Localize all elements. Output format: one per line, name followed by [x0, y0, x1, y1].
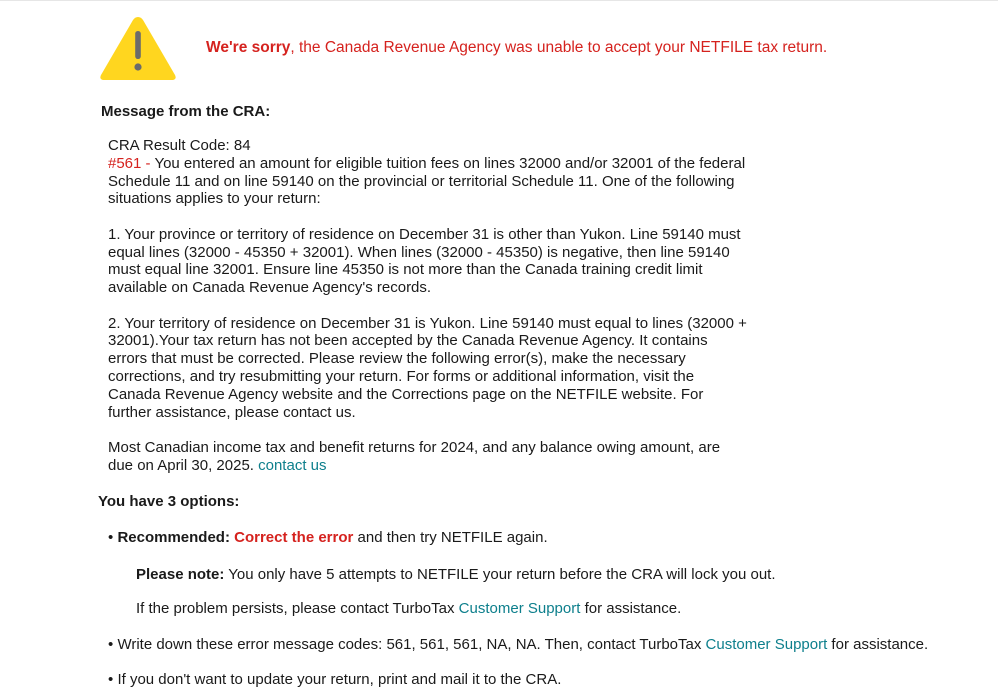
cra-message	[108, 137, 748, 475]
option-mail	[108, 671, 561, 688]
correct-error-link[interactable]: Correct the error	[234, 529, 354, 546]
note-label: Please note:	[136, 566, 225, 583]
result-code: CRA Result Code: 84	[108, 137, 251, 154]
recommended-label: Recommended:	[117, 529, 230, 546]
situation-2: 2. Your territory of residence on December 31 is Yukon. Line 59140 must equal to lines (32000 + 32001).Your tax return has not been accepted by the Canada Revenue Agency. It contains errors that must be corrected. Please review the following error(s), make the necessary corrections, and try resubmitting your return. For forms or additional information, visit the Canada Revenue Agency website and the Corrections page on the NETFILE website. For further assistance, please contact us.	[108, 314, 747, 421]
error-description	[108, 155, 748, 208]
bullet: •	[108, 671, 114, 688]
error-code: #561 -	[108, 154, 151, 172]
option-3-text: If you don't want to update your return, print and mail it to the CRA.	[117, 671, 562, 688]
due-text: Most Canadian income tax and benefit returns for 2024, and any balance owing amount, are due on April 30, 2025.	[108, 438, 721, 474]
option-1-text: and then try NETFILE again.	[353, 529, 548, 546]
due-date-note	[108, 439, 748, 475]
warning-icon	[98, 14, 178, 82]
bullet: •	[108, 636, 114, 653]
bullet: •	[108, 529, 114, 546]
error-text: You entered an amount for eligible tuition fees on lines 32000 and/or 32001 of the federal Schedule 11 and on line 59140 on the provincial or territorial Schedule 11. One of the following situations applies to your return:	[108, 154, 746, 208]
banner-lead: We're sorry	[206, 39, 291, 56]
persist-text: If the problem persists, please contact TurboTax	[136, 600, 459, 617]
situation-1: 1. Your province or territory of residence on December 31 is other than Yukon. Line 59140 must equal lines (32000 - 45350 + 32001). When lines (32000 - 45350) is negative, then line 59140 must equal line 32001. Ensure line 45350 is not more than the Canada training credit limit available on Canada Revenue Agency's records.	[108, 225, 741, 297]
options-heading: You have 3 options:	[98, 493, 240, 510]
top-divider	[0, 0, 998, 1]
option-recommended	[108, 529, 548, 546]
persist-note	[136, 600, 681, 617]
error-banner	[206, 39, 827, 57]
assist-text: for assistance.	[580, 600, 682, 617]
attempts-note	[136, 566, 776, 583]
contact-us-link[interactable]: contact us	[258, 456, 327, 474]
option-2-text: Write down these error message codes: 561, 561, 561, NA, NA. Then, contact TurboTax	[117, 636, 706, 653]
message-heading: Message from the CRA:	[101, 103, 271, 120]
customer-support-link-2[interactable]: Customer Support	[705, 636, 828, 653]
banner-text: , the Canada Revenue Agency was unable to accept your NETFILE tax return.	[290, 39, 828, 56]
customer-support-link[interactable]: Customer Support	[458, 600, 581, 617]
option-error-codes	[108, 636, 928, 653]
assist-text-2: for assistance.	[827, 636, 929, 653]
note-text: You only have 5 attempts to NETFILE your return before the CRA will lock you out.	[224, 566, 776, 583]
